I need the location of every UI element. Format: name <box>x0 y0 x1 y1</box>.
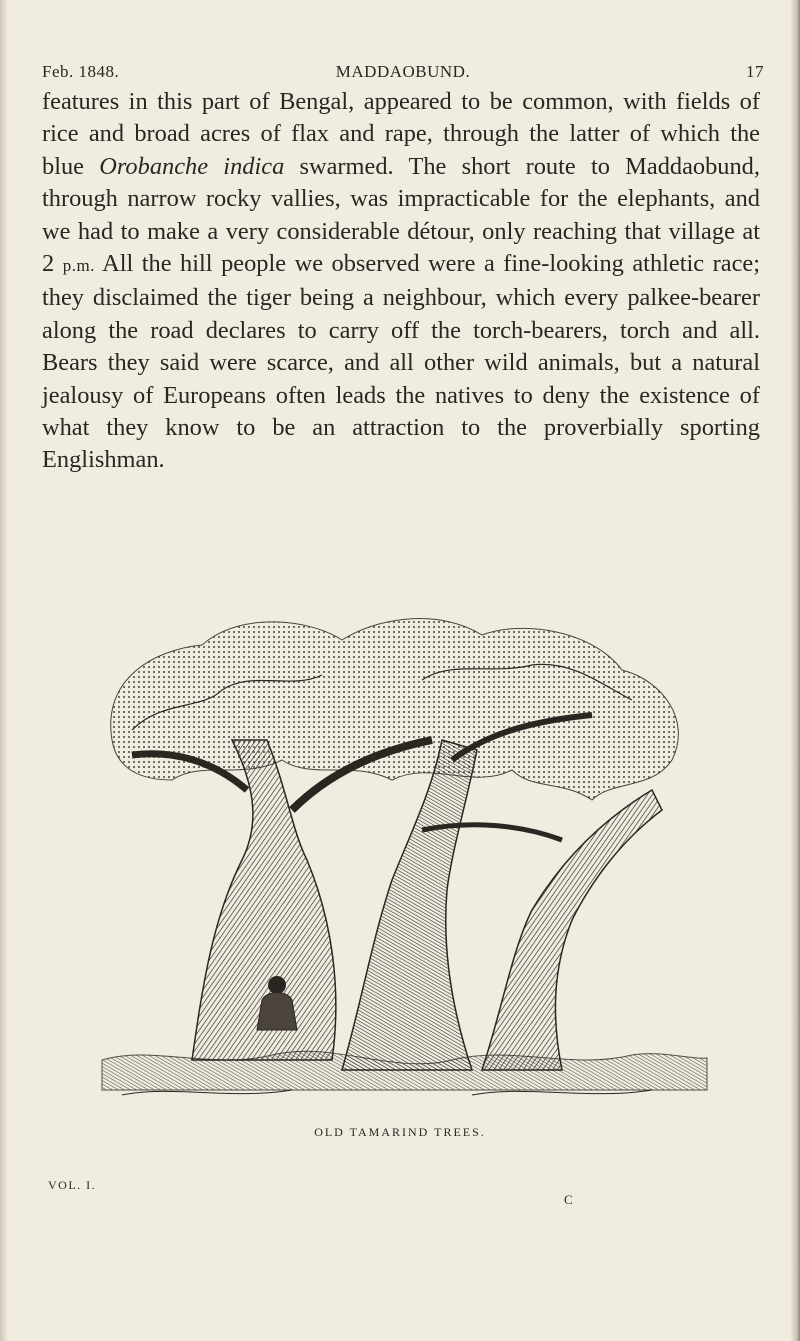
figure-caption: OLD TAMARIND TREES. <box>314 1125 486 1139</box>
body-text-part-3: All the hill people we observed were a fine-looking athletic race; they disclaimed the tiger being a neighbour, which every palkee-bearer along the road declares to carry off the torch-bearers, torch and all. Bears they said were scarce, and all other wild animals, but a natural jealousy of Europeans often leads the natives to deny the existence of what they know to be an attraction to the proverbially sporting Englishman. <box>42 250 760 474</box>
page-number: 17 <box>746 62 764 81</box>
running-title: MADDAOBUND. <box>335 62 471 81</box>
signature-mark: C <box>564 1192 573 1207</box>
header-date: Feb. 1848. <box>42 62 120 81</box>
canopy-foliage <box>111 619 679 800</box>
volume-mark: VOL. I. <box>48 1178 97 1192</box>
running-header <box>42 62 764 86</box>
tamarind-trees-engraving <box>92 590 712 1110</box>
time-abbreviation: p.m. <box>62 256 95 276</box>
body-text-part-2: swarmed. The short route to Maddaobund, through narrow rocky vallies, was impracticable for the elephants, and we had to make a very considerable détour, only reaching that village at 2 <box>42 152 760 278</box>
species-name: Orobanche indica <box>99 152 285 180</box>
right-trunk <box>482 790 662 1070</box>
body-paragraph <box>42 86 760 477</box>
center-trunk <box>342 740 477 1070</box>
body-text-part-1: features in this part of Bengal, appeared to be common, with fields of rice and broad acres of flax and rape, through the latter of which the blue <box>42 88 760 180</box>
